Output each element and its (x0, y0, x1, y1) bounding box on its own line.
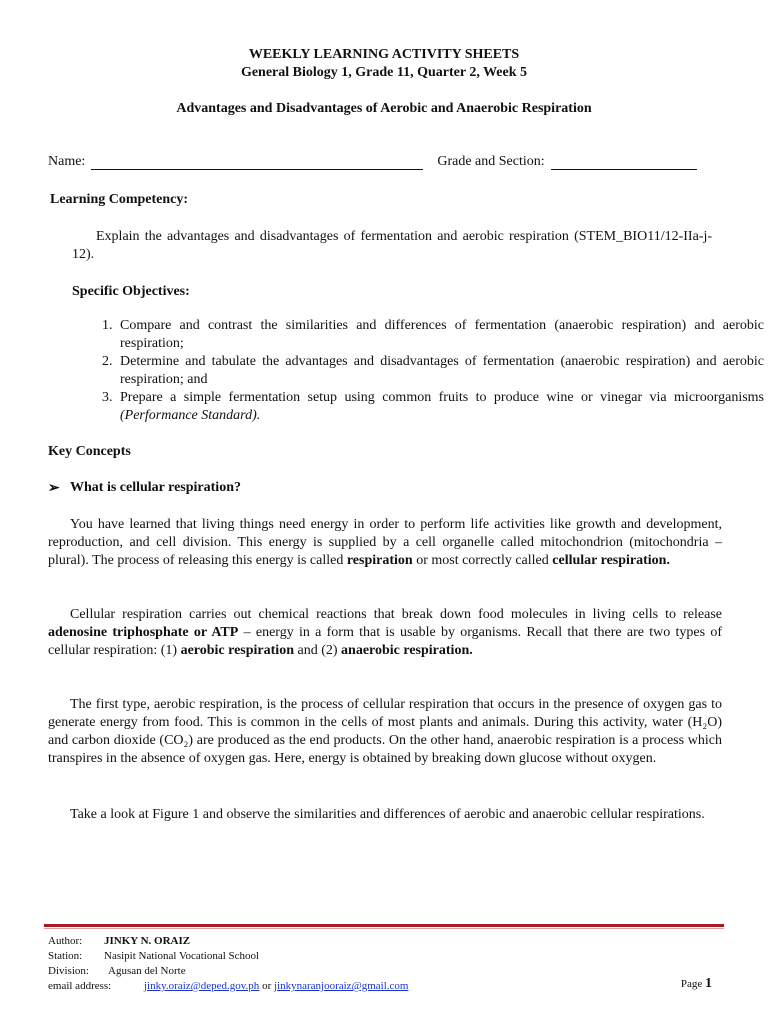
email-link-deped[interactable]: jinky.oraiz@deped.gov.ph (144, 980, 260, 992)
division-label: Division: (48, 965, 89, 977)
name-field[interactable] (91, 157, 423, 170)
grade-section-label: Grade and Section: (437, 154, 545, 169)
name-grade-row (48, 154, 728, 170)
key-concepts-heading: Key Concepts (48, 444, 131, 459)
paragraph-3: The first type, aerobic respiration, is the process of cellular respiration that occurs in the presence of oxygen gas to generate energy from food. This is common in the cells of most plants and animals. During this activity, water (H₂O) and carbon dioxide (CO₂) are produced as the end products. On the other hand, anaerobic respiration is a process which transpires in the absence of oxygen gas. Here, energy is obtained by breaking down glucose without oxygen. (48, 697, 722, 766)
performance-standard-note: (Performance Standard). (120, 408, 261, 423)
paragraph-2: Cellular respiration carries out chemical reactions that break down food molecules in living cells to release adenosine triphosphate or ATP – energy in a form that is usable by organisms. Recall that there are two types of cellular respiration: (1) aerobic respiration and (2) anaerobic respiration. (48, 607, 722, 658)
document-title: Advantages and Disadvantages of Aerobic and Anaerobic Respiration (176, 101, 592, 116)
footer-divider (44, 924, 724, 927)
footer-info: Author: JINKY N. ORAIZ Station: Nasipit National Vocational School Division: Agusan del Norte email address: jinky.oraiz@deped.gov.ph or jinkynaranjooraiz@gmail.com (48, 935, 409, 992)
footer-divider-shadow (44, 928, 724, 929)
division-value: Agusan del Norte (108, 965, 186, 977)
header-line-1: WEEKLY LEARNING ACTIVITY SHEETS (248, 47, 520, 62)
header-line-2: General Biology 1, Grade 11, Quarter 2, Week 5 (240, 65, 528, 80)
author-name: JINKY N. ORAIZ (104, 935, 191, 947)
page-number: Page 1 (680, 976, 712, 991)
paragraph-4: Take a look at Figure 1 and observe the similarities and differences of aerobic and anaerobic cellular respirations. (70, 807, 705, 822)
email-label: email address: (48, 980, 112, 992)
specific-objectives-heading: Specific Objectives: (72, 284, 190, 299)
objectives-list (72, 317, 764, 425)
objective-item: 3. Prepare a simple fermentation setup using common fruits to produce wine or vinegar via microorganisms (Performance Standard). (116, 389, 764, 425)
grade-section-field[interactable] (551, 157, 697, 170)
learning-competency-text: Explain the advantages and disadvantages of fermentation and aerobic respiration (STEM_BIO11/12-IIa-j-12). (72, 229, 712, 262)
email-link-gmail[interactable]: jinkynaranjooraiz@gmail.com (273, 980, 409, 992)
objective-item: 2. Determine and tabulate the advantages and disadvantages of fermentation (anaerobic respiration) and aerobic respiration; and (116, 353, 764, 389)
name-label: Name: (48, 154, 86, 169)
station-value: Nasipit National Vocational School (104, 950, 260, 962)
cellular-respiration-question: What is cellular respiration? (70, 480, 241, 495)
author-label: Author: (48, 935, 83, 947)
station-label: Station: (48, 950, 83, 962)
paragraph-1: You have learned that living things need energy in order to perform life activities like growth and development, reproduction, and cell division. This energy is supplied by a cell organelle called mitochondrion (mitochondria – plural). The process of releasing this energy is called respiration or most correctly called cellular respiration. (48, 517, 722, 568)
learning-competency-heading: Learning Competency: (50, 192, 189, 207)
objective-item: 1. Compare and contrast the similarities and differences of fermentation (anaerobic respiration) and aerobic respiration; (116, 317, 764, 353)
bullet-arrow-icon: ➢ (48, 481, 60, 496)
